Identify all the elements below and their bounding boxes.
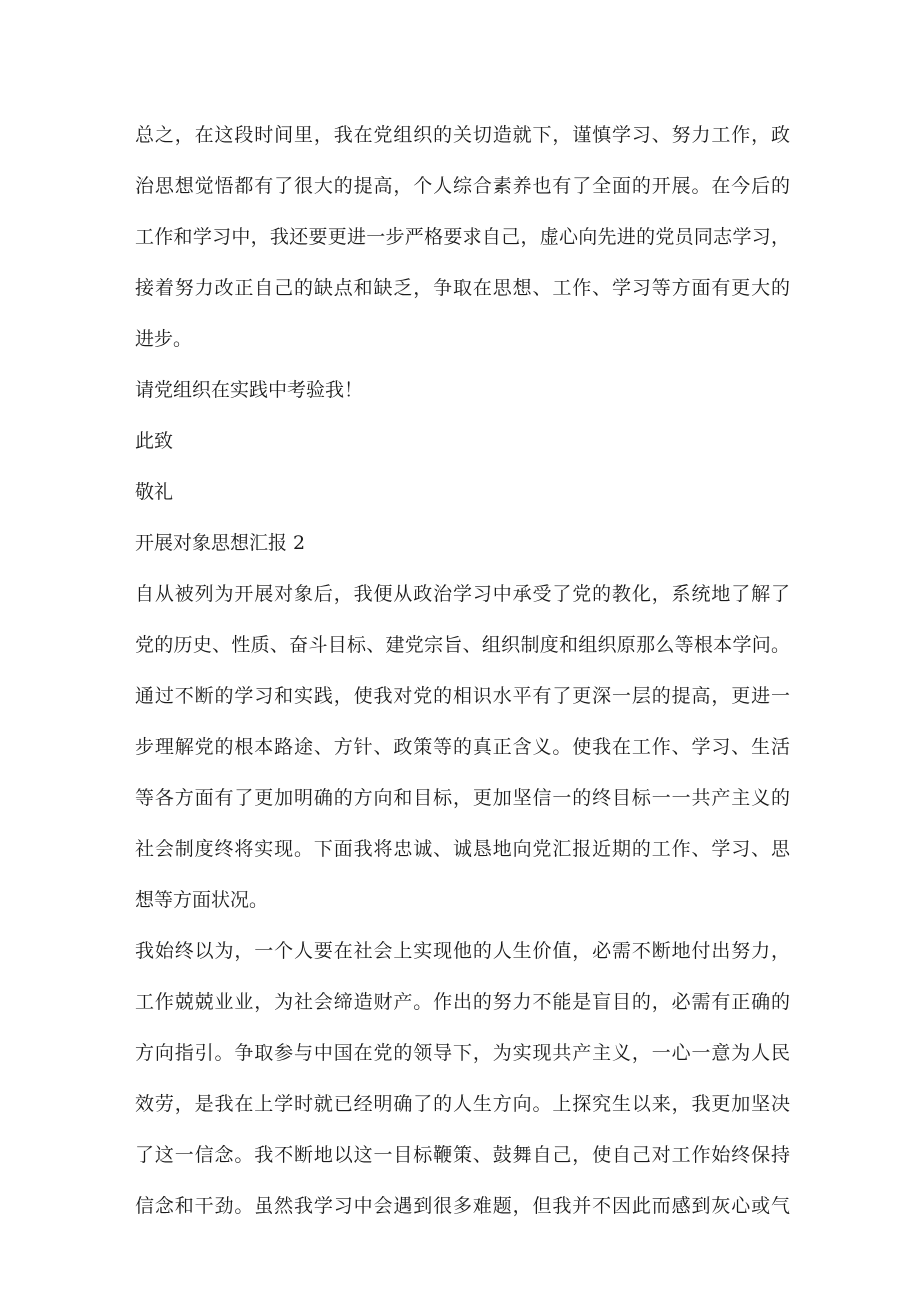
text-line: 接着努力改正自己的缺点和缺乏，争取在思想、工作、学习等方面有更大的 xyxy=(135,277,790,299)
heading-line: 开展对象思想汇报 2 xyxy=(135,532,306,554)
paragraph-salutation xyxy=(135,416,790,467)
document-body xyxy=(135,110,790,1232)
text-line: 我始终以为，一个人要在社会上实现他的人生价值，必需不断地付出努力， xyxy=(135,940,790,962)
text-line: 敬礼 xyxy=(135,481,174,503)
paragraph-belief xyxy=(135,926,790,1232)
text-line: 自从被列为开展对象后，我便从政治学习中承受了党的教化，系统地了解了 xyxy=(135,583,790,605)
text-line: 治思想觉悟都有了很大的提高，个人综合素养也有了全面的开展。在今后的 xyxy=(135,175,790,197)
text-line: 通过不断的学习和实践，使我对党的相识水平有了更深一层的提高，更进一 xyxy=(135,685,790,707)
section-heading xyxy=(135,518,790,569)
text-line: 效劳，是我在上学时就已经明确了的人生方向。上探究生以来，我更加坚决 xyxy=(135,1093,790,1115)
text-line: 等各方面有了更加明确的方向和目标，更加坚信一的终目标一一共产主义的 xyxy=(135,787,790,809)
text-line: 方向指引。争取参与中国在党的领导下，为实现共产主义，一心一意为人民 xyxy=(135,1042,790,1064)
paragraph-summary xyxy=(135,110,790,365)
text-line: 步理解党的根本路途、方针、政策等的真正含义。使我在工作、学习、生活 xyxy=(135,736,790,758)
paragraph-regards xyxy=(135,467,790,518)
text-line: 工作和学习中，我还要更进一步严格要求自己，虚心向先进的党员同志学习， xyxy=(135,226,790,248)
text-line: 社会制度终将实现。下面我将忠诚、诚恳地向党汇报近期的工作、学习、思 xyxy=(135,838,790,860)
text-line: 此致 xyxy=(135,430,174,452)
text-line: 总之，在这段时间里，我在党组织的关切造就下，谨慎学习、努力工作，政 xyxy=(135,124,790,146)
text-line: 党的历史、性质、奋斗目标、建党宗旨、组织制度和组织原那么等根本学问。 xyxy=(135,634,790,656)
text-line: 工作兢兢业业，为社会缔造财产。作出的努力不能是盲目的，必需有正确的 xyxy=(135,991,790,1013)
text-line: 进步。 xyxy=(135,328,193,350)
text-line: 请党组织在实践中考验我！ xyxy=(135,379,364,401)
paragraph-request xyxy=(135,365,790,416)
text-line: 了这一信念。我不断地以这一目标鞭策、鼓舞自己，使自己对工作始终保持 xyxy=(135,1144,790,1166)
text-line: 想等方面状况。 xyxy=(135,889,269,911)
paragraph-introduction xyxy=(135,569,790,926)
text-line: 信念和干劲。虽然我学习中会遇到很多难题，但我并不因此而感到灰心或气 xyxy=(135,1195,790,1217)
